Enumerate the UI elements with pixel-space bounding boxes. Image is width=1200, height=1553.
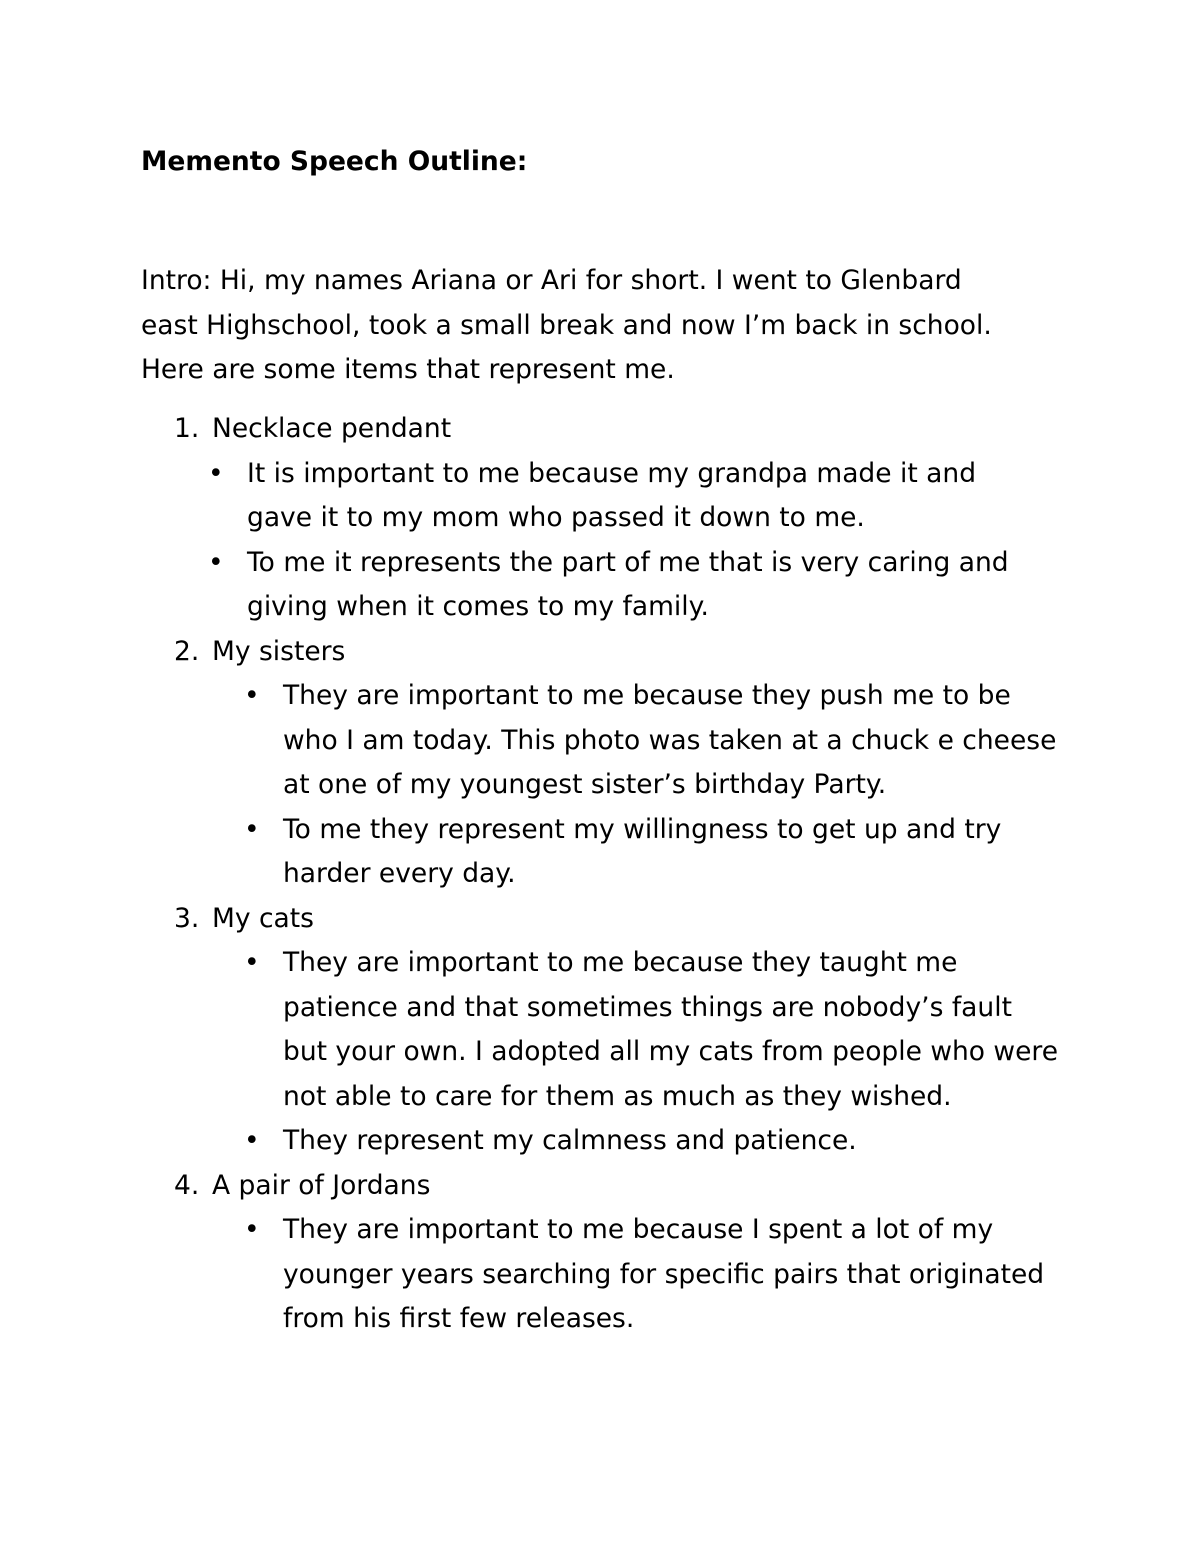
bullet-text: They represent my calmness and patience. (283, 1125, 857, 1156)
outline-item (0, 407, 1200, 630)
bullet-text: To me they represent my willingness to get up and try harder every day. (283, 813, 1002, 889)
intro-paragraph: Intro: Hi, my names Ariana or Ari for short. I went to Glenbard east Highschool, took a small break and now I’m back in school. Here are some items that represent me. (141, 265, 992, 385)
bullet-point (0, 452, 1200, 541)
outline-item-heading (0, 630, 1200, 675)
item-title: My sisters (212, 635, 346, 667)
outline-item (0, 630, 1200, 897)
item-number: 3. (174, 902, 200, 934)
item-title: A pair of Jordans (212, 1169, 431, 1201)
bullet-icon: • (208, 457, 224, 489)
bullet-icon: • (244, 947, 260, 978)
bullet-icon: • (244, 813, 260, 845)
bullet-icon: • (244, 680, 260, 711)
outline-item (0, 897, 1200, 1164)
item-number: 2. (174, 635, 200, 667)
outline-list (0, 407, 1200, 1342)
bullet-point (0, 808, 1200, 897)
bullet-text: They are important to me because I spent a lot of my younger years searching for specific pairs that originated from his first few releases. (283, 1214, 1045, 1334)
outline-item (0, 1164, 1200, 1342)
bullet-icon: • (244, 1125, 260, 1156)
outline-item-heading (0, 897, 1200, 942)
document-title: Memento Speech Outline: (141, 146, 528, 177)
bullet-point (0, 1208, 1200, 1342)
item-number: 1. (174, 413, 200, 444)
bullet-text: They are important to me because they taught me patience and that sometimes things are nobody’s fault but your own. I adopted all my cats from people who were not able to care for them as much as they wished. (283, 947, 1059, 1112)
bullet-text: It is important to me because my grandpa made it and gave it to my mom who passed it down to me. (247, 457, 977, 533)
bullet-text: They are important to me because they push me to be who I am today. This photo was taken at a chuck e cheese at one of my youngest sister’s birthday Party. (283, 680, 1057, 800)
bullet-point (0, 541, 1200, 630)
outline-item-heading (0, 1164, 1200, 1209)
bullet-icon: • (208, 546, 224, 578)
item-number: 4. (174, 1169, 200, 1201)
item-title: My cats (212, 902, 314, 934)
bullet-point (0, 1119, 1200, 1164)
bullet-text: To me it represents the part of me that is very caring and giving when it comes to my family. (247, 546, 1009, 622)
bullet-point (0, 941, 1200, 1119)
bullet-icon: • (244, 1214, 260, 1245)
bullet-point (0, 674, 1200, 808)
outline-item-heading (0, 407, 1200, 452)
item-title: Necklace pendant (212, 413, 452, 444)
